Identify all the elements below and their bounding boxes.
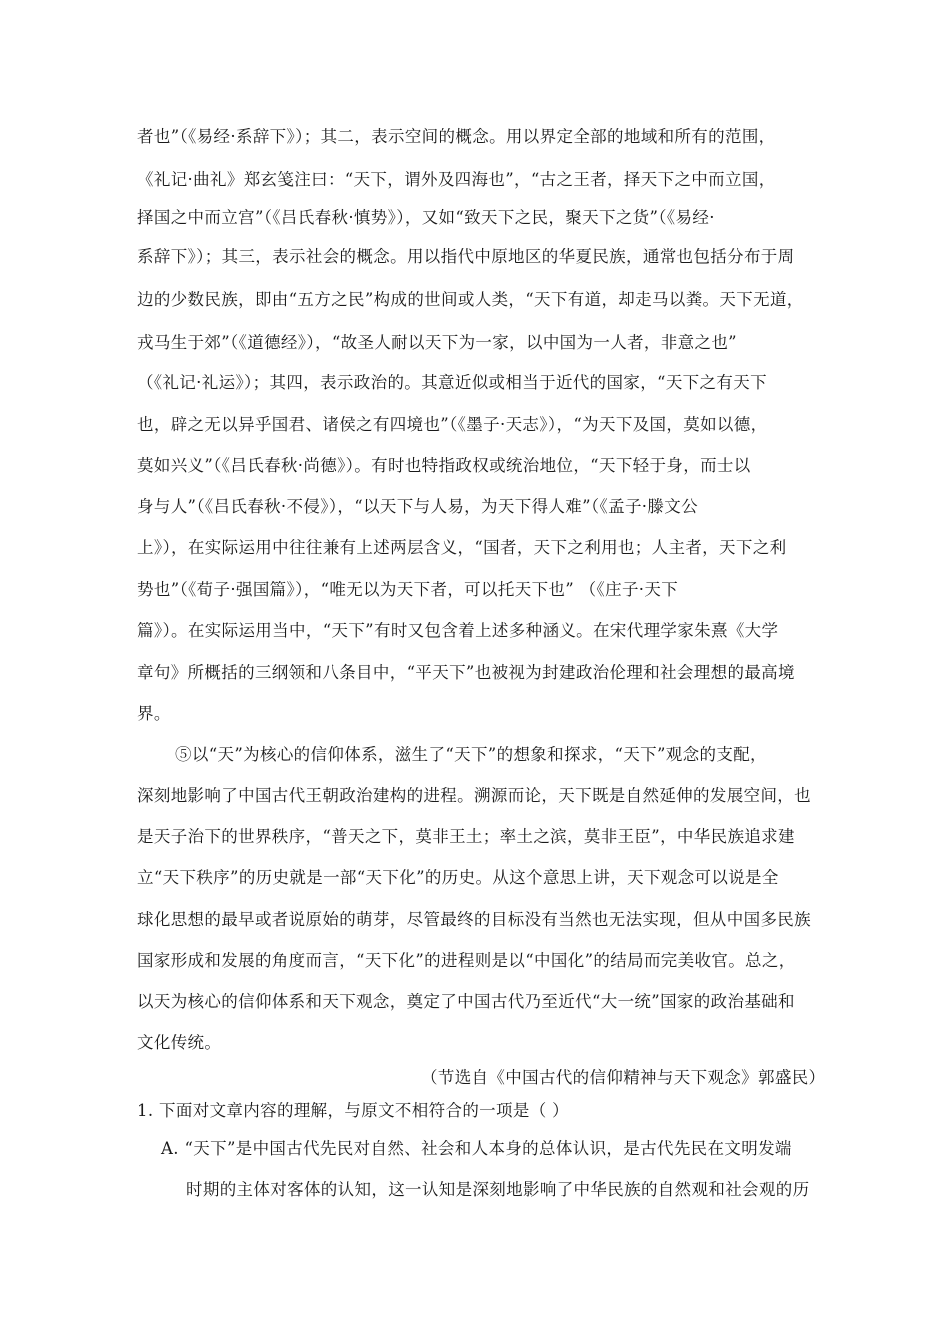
text-line: 《礼记·曲礼》郑玄笺注曰：“天下，谓外及四海也”，“古之王者，择天下之中而立国， <box>137 170 776 189</box>
text-line: 界。 <box>137 704 171 723</box>
text-line: 者也”（《易经·系辞下》）；其二，表示空间的概念。用以界定全部的地域和所有的范围， <box>137 127 776 146</box>
text-line: 身与人”（《吕氏春秋·不侵》），“以天下与人易，为天下得人难”（《孟子·滕文公 <box>137 497 698 516</box>
option-a-text: A. “天下”是中国古代先民对自然、社会和人本身的总体认识，是古代先民在文明发端 <box>161 1139 792 1158</box>
text-line: 国家形成和发展的角度而言，“天下化”的进程则是以“中国化”的结局而完美收官。总之， <box>137 951 796 970</box>
text-line: 章句》所概括的三纲领和八条目中，“平天下”也被视为封建政治伦理和社会理想的最高境 <box>137 663 795 682</box>
text-line: 篇》）。在实际运用当中，“天下”有时又包含着上述多种涵义。在宋代理学家朱熹《大学 <box>137 621 779 640</box>
text-line: 择国之中而立宫”（《吕氏春秋·慎势》），又如“致天下之民，聚天下之货”（《易经· <box>137 208 715 227</box>
text-line: 深刻地影响了中国古代王朝政治建构的进程。溯源而论，天下既是自然延伸的发展空间，也 <box>137 786 811 805</box>
text-line: （《礼记·礼运》）；其四，表示政治的。其意近似或相当于近代的国家，“天下之有天下 <box>137 373 767 392</box>
text-line: 系辞下》）；其三，表示社会的概念。用以指代中原地区的华夏民族，通常也包括分布于周 <box>137 247 795 266</box>
text-line: 立“天下秩序”的历史就是一部“天下化”的历史。从这个意思上讲，天下观念可以说是全 <box>137 868 779 887</box>
text-line: ⑤以“天”为核心的信仰体系，滋生了“天下”的想象和探求，“天下”观念的支配， <box>175 745 767 764</box>
text-line: 戎马生于郊”（《道德经》），“故圣人耐以天下为一家，以中国为一人者，非意之也” <box>137 333 737 352</box>
text-line: 势也”（《荀子·强国篇》），“唯无以为天下者，可以托天下也” （《庄子·天下 <box>137 580 679 599</box>
text-line: 边的少数民族，即由“五方之民”构成的世间或人类，“天下有道，却走马以粪。天下无道， <box>137 290 804 309</box>
text-line: 球化思想的最早或者说原始的萌芽，尽管最终的目标没有当然也无法实现，但从中国多民族 <box>137 910 811 929</box>
text-line: 以天为核心的信仰体系和天下观念，奠定了中国古代乃至近代“大一统”国家的政治基础和 <box>137 992 795 1011</box>
text-line: 莫如兴义”（《吕氏春秋·尚德》）。有时也特指政权或统治地位，“天下轻于身，而士以 <box>137 456 751 475</box>
text-line: 是天子治下的世界秩序，“普天之下，莫非王土；率土之滨，莫非王臣”，中华民族追求建 <box>137 827 795 846</box>
option-a-text: 时期的主体对客体的认知，这一认知是深刻地影响了中华民族的自然观和社会观的历 <box>186 1180 810 1199</box>
text-line: 文化传统。 <box>137 1033 222 1052</box>
source-attribution: （节选自《中国古代的信仰精神与天下观念》郭盛民） <box>421 1068 826 1087</box>
text-line: 也，辟之无以异乎国君、诸侯之有四境也”（《墨子·天志》），“为天下及国，莫如以德， <box>137 415 768 434</box>
question-stem: 1. 下面对文章内容的理解，与原文不相符合的一项是（ ） <box>137 1101 570 1120</box>
text-line: 上》），在实际运用中往往兼有上述两层含义，“国者，天下之利用也；人主者，天下之利 <box>137 538 787 557</box>
